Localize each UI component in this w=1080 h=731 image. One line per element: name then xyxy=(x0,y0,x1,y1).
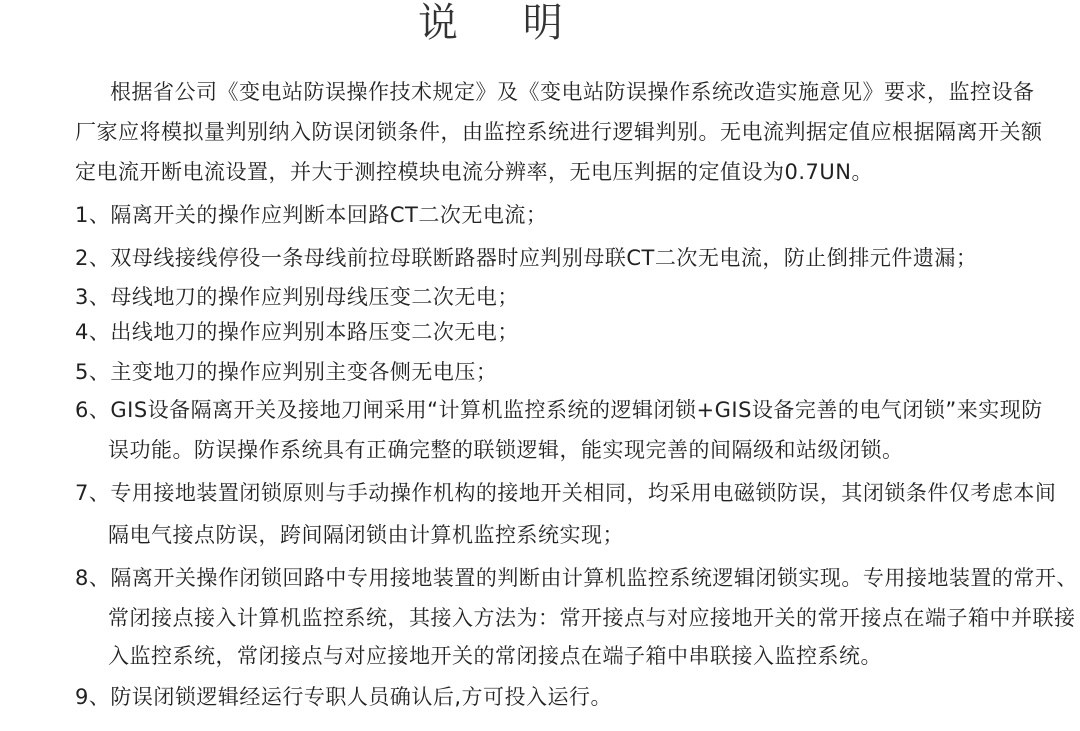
list-item-continuation: 误功能。防误操作系统具有正确完整的联锁逻辑，能实现完善的间隔级和站级闭锁。 xyxy=(108,438,904,462)
intro-line: 定电流开断电流设置，并大于测控模块电流分辨率，无电压判据的定值设为0.7UN。 xyxy=(75,160,873,184)
list-item: 8、隔离开关操作闭锁回路中专用接地装置的判断由计算机监控系统逻辑闭锁实现。专用接地装置的常开、 xyxy=(75,566,1078,590)
list-item: 3、母线地刀的操作应判别母线压变二次无电； xyxy=(75,285,519,309)
list-item: 2、双母线接线停役一条母线前拉母联断路器时应判别母联CT二次无电流，防止倒排元件遗漏； xyxy=(75,246,978,270)
list-item-continuation: 入监控系统，常闭接点与对应接地开关的常闭接点在端子箱中串联接入监控系统。 xyxy=(108,644,882,668)
list-item: 5、主变地刀的操作应判别主变各侧无电压； xyxy=(75,360,498,384)
list-item-continuation: 隔电气接点防误，跨间隔闭锁由计算机监控系统实现； xyxy=(108,523,624,547)
intro-line: 根据省公司《变电站防误操作技术规定》及《变电站防误操作系统改造实施意见》要求，监控设备 xyxy=(110,80,1035,104)
list-item: 9、防误闭锁逻辑经运行专职人员确认后,方可投入运行。 xyxy=(75,685,613,709)
list-item: 7、专用接地装置闭锁原则与手动操作机构的接地开关相同，均采用电磁锁防误，其闭锁条件仅考虑本间 xyxy=(75,481,1057,505)
intro-line: 厂家应将模拟量判别纳入防误闭锁条件，由监控系统进行逻辑判别。无电流判据定值应根据隔离开关额 xyxy=(75,120,1043,144)
document-title: 说 明 xyxy=(418,0,589,46)
list-item: 1、隔离开关的操作应判断本回路CT二次无电流； xyxy=(75,203,548,227)
list-item-continuation: 常闭接点接入计算机监控系统，其接入方法为：常开接点与对应接地开关的常开接点在端子箱中并联接 xyxy=(108,606,1076,630)
list-item: 4、出线地刀的操作应判别本路压变二次无电； xyxy=(75,320,519,344)
list-item: 6、GIS设备隔离开关及接地刀闸采用“计算机监控系统的逻辑闭锁+GIS设备完善的电气闭锁”来实现防 xyxy=(75,398,1043,422)
